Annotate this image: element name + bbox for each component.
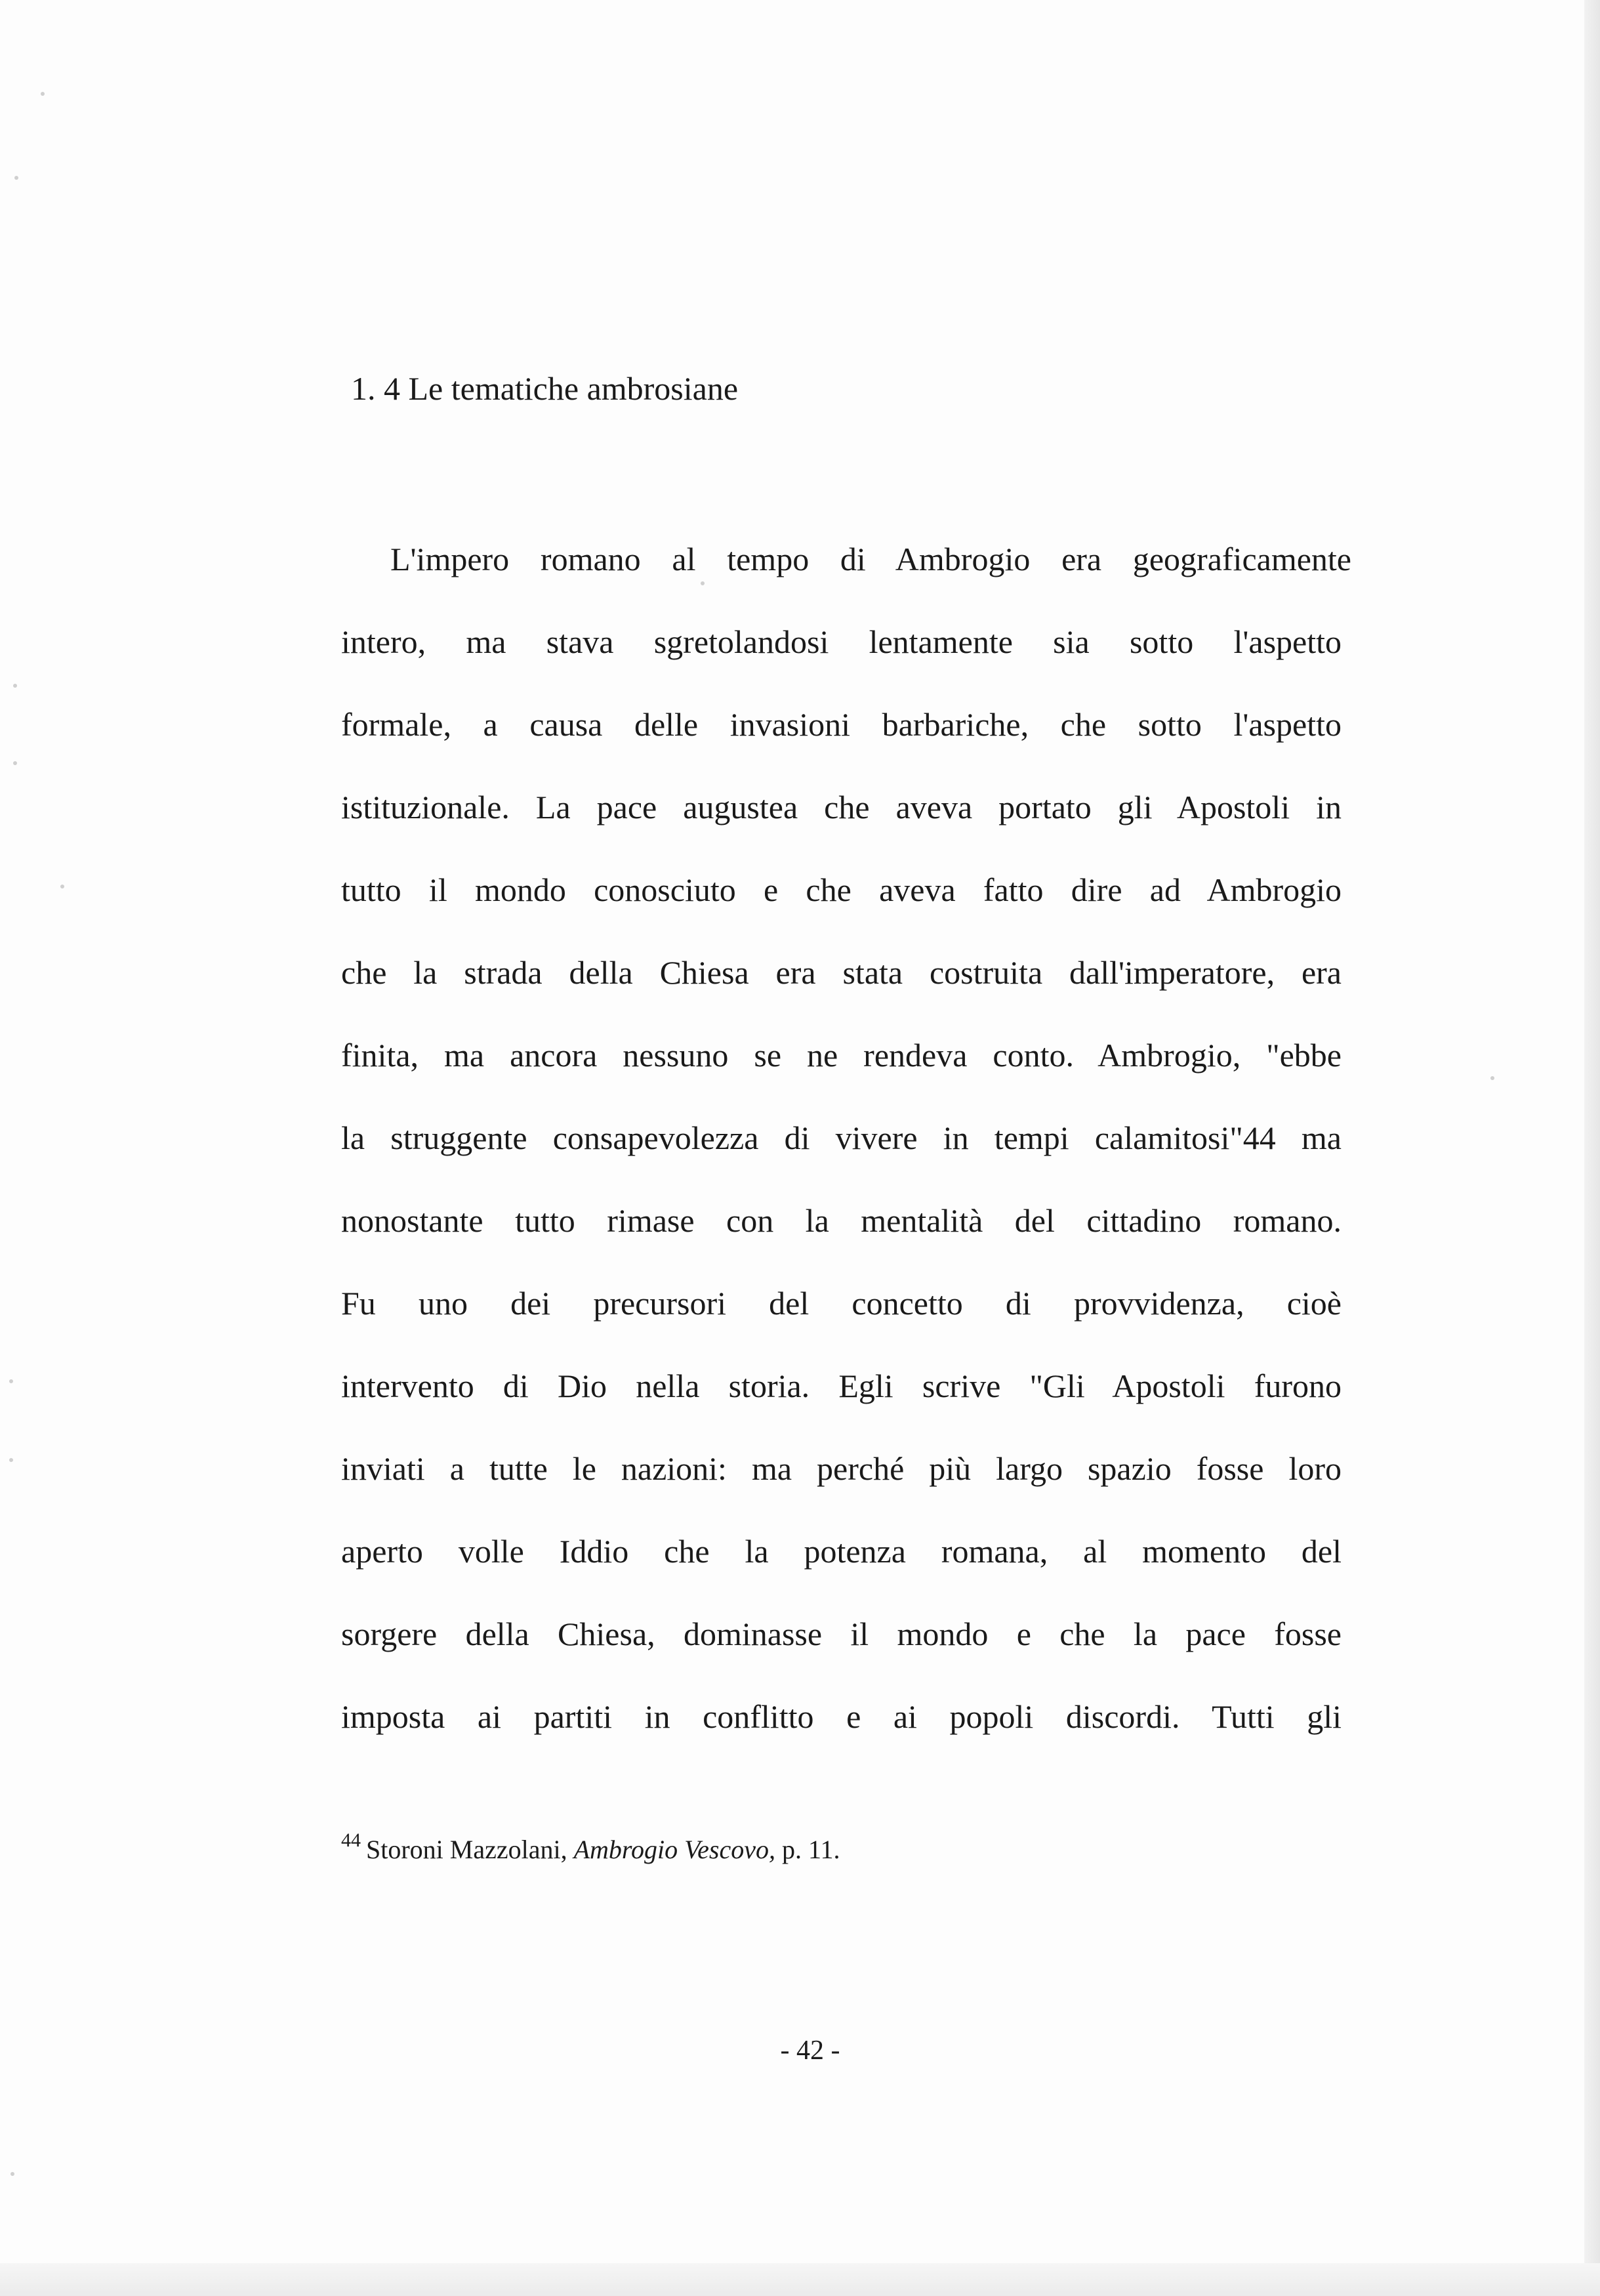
footnote-author: Storoni Mazzolani, — [366, 1835, 567, 1864]
body-line: la struggente consapevolezza di vivere in tempi calamitosi"44 ma — [341, 1119, 1342, 1156]
body-line: aperto volle Iddio che la potenza romana, al momento del — [341, 1533, 1342, 1570]
body-line: sorgere della Chiesa, dominasse il mondo e che la pace fosse — [341, 1616, 1342, 1652]
body-line: che la strada della Chiesa era stata costruita dall'imperatore, era — [341, 954, 1342, 991]
scan-speck — [9, 1458, 13, 1462]
body-line: nonostante tutto rimase con la mentalità del cittadino romano. — [341, 1202, 1342, 1239]
body-line: istituzionale. La pace augustea che aveva portato gli Apostoli in — [341, 789, 1342, 825]
scan-speck — [10, 2172, 14, 2176]
footnote-title: Ambrogio Vescovo, — [573, 1835, 775, 1864]
body-line: inviati a tutte le nazioni: ma perché più largo spazio fosse loro — [341, 1450, 1342, 1487]
footnote-page: p. 11. — [781, 1835, 840, 1864]
body-line: tutto il mondo conosciuto e che aveva fatto dire ad Ambrogio — [341, 871, 1342, 908]
body-line: formale, a causa delle invasioni barbariche, che sotto l'aspetto — [341, 706, 1342, 743]
section-heading: 1. 4 Le tematiche ambrosiane — [351, 370, 739, 407]
body-line: Fu uno dei precursori del concetto di provvidenza, cioè — [341, 1285, 1342, 1322]
page-edge-right — [1584, 0, 1600, 2296]
body-line: intervento di Dio nella storia. Egli scrive "Gli Apostoli furono — [341, 1367, 1342, 1404]
scan-speck — [14, 176, 18, 180]
footnote — [341, 1818, 840, 1873]
scan-speck — [60, 885, 64, 888]
scan-speck — [13, 684, 17, 688]
body-line: intero, ma stava sgretolandosi lentamente sia sotto l'aspetto — [341, 623, 1342, 660]
scan-speck — [9, 1379, 13, 1383]
page-number: - 42 - — [780, 2035, 840, 2066]
body-line: imposta ai partiti in conflitto e ai popoli discordi. Tutti gli — [341, 1698, 1342, 1735]
scan-speck — [41, 92, 45, 96]
scan-speck — [1490, 1076, 1494, 1080]
page-edge-bottom — [0, 2263, 1600, 2296]
body-line: finita, ma ancora nessuno se ne rendeva conto. Ambrogio, "ebbe — [341, 1037, 1342, 1074]
scan-speck — [13, 761, 17, 765]
footnote-number: 44 — [341, 1829, 361, 1851]
body-line: L'impero romano al tempo di Ambrogio era geograficamente — [390, 541, 1351, 577]
